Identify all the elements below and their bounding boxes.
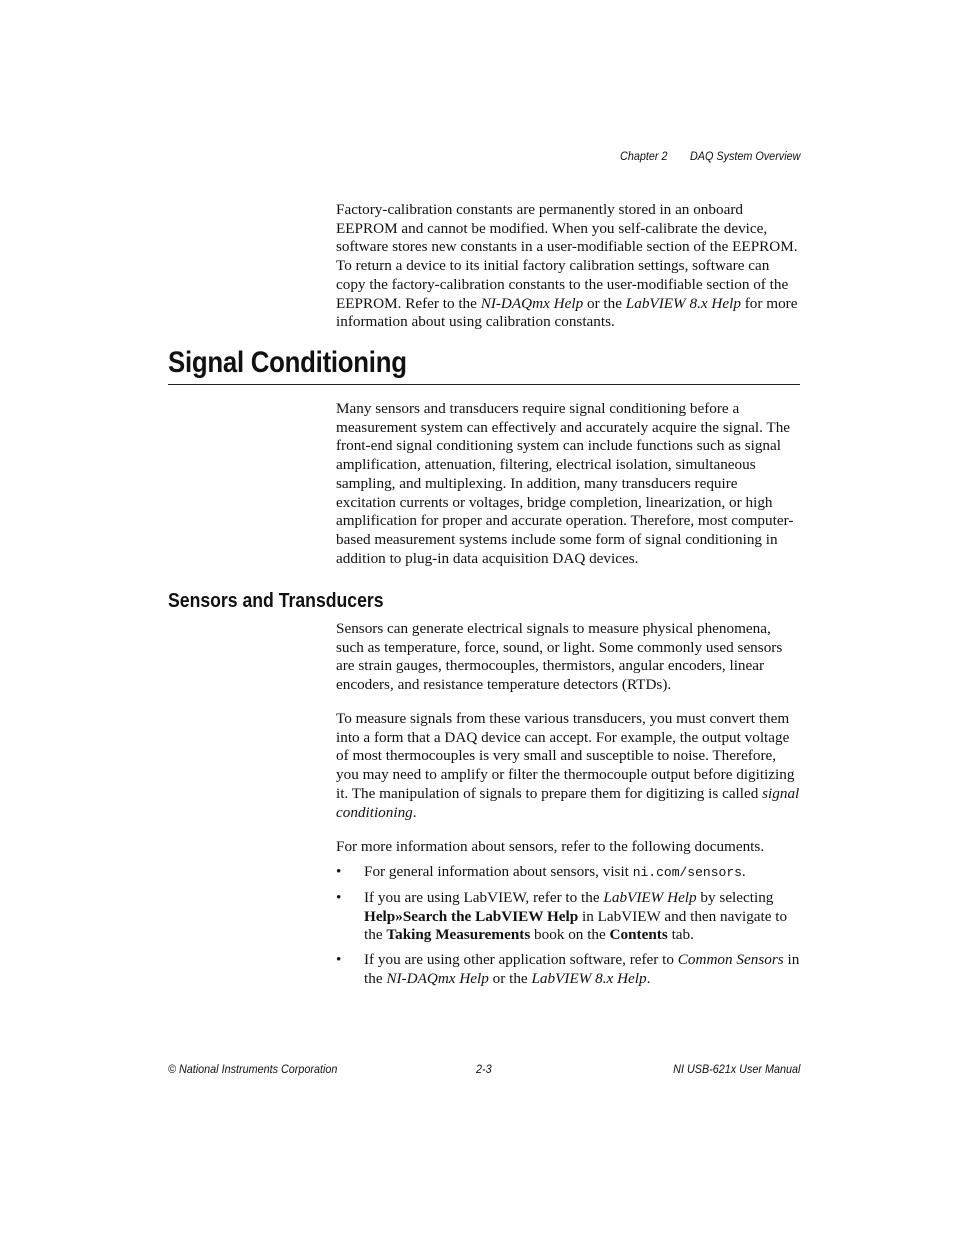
- footer-manual-title: NI USB-621x User Manual: [672, 1062, 800, 1076]
- heading-text: Signal Conditioning: [168, 346, 407, 379]
- bullet-icon: •: [336, 889, 342, 906]
- doc-reference: LabVIEW 8.x Help: [625, 294, 741, 312]
- heading-text: Sensors and Transducers: [168, 589, 384, 612]
- doc-reference: NI-DAQmx Help: [480, 294, 584, 312]
- doc-reference: LabVIEW Help: [603, 889, 697, 906]
- bullet-icon: •: [336, 951, 342, 969]
- menu-path: Help»Search the LabVIEW Help: [364, 907, 579, 925]
- signal-conditioning-paragraph: [336, 400, 800, 568]
- text-run: or the: [488, 970, 532, 988]
- calibration-paragraph: [336, 201, 800, 332]
- header-chapter: Chapter 2: [619, 149, 668, 163]
- text-run: For general information about sensors, visit: [364, 863, 633, 880]
- text-run: tab.: [667, 926, 694, 944]
- sensors-paragraph-3: [336, 838, 800, 857]
- running-header: [620, 149, 800, 163]
- text-run: or the: [583, 294, 626, 312]
- text-run: in LabVIEW and then navigate to the: [364, 907, 788, 944]
- list-item: [336, 889, 800, 945]
- footer-copyright: © National Instruments Corporation: [168, 1062, 338, 1076]
- text-run: .: [412, 803, 417, 821]
- header-section: DAQ System Overview: [689, 149, 800, 163]
- doc-reference: NI-DAQmx Help: [386, 970, 489, 988]
- sensors-paragraph-1: [336, 620, 800, 695]
- sensors-link[interactable]: ni.com/sensors: [632, 865, 742, 880]
- text-run: If you are using other application software, refer to: [364, 951, 678, 969]
- text-run: for more information about using calibration constants.: [336, 294, 798, 331]
- text-run: in the: [364, 951, 800, 988]
- text-run: .: [646, 970, 651, 988]
- term: signal conditioning: [336, 784, 800, 821]
- subsection-heading-sensors: [168, 589, 419, 613]
- text-run: To measure signals from these various transducers, you must convert them into a form that a DAQ device can accept. For example, the output voltage of most thermocouples is very small and susceptible to noise. Therefore, you may need to amplify or filter the thermocouple output before digitizing it. The manipulation of signals to prepare them for digitizing is called: [336, 710, 795, 802]
- text-run: by selecting: [696, 889, 774, 906]
- list-item: [336, 951, 800, 988]
- bullet-icon: •: [336, 863, 342, 880]
- text-run: .: [741, 863, 746, 880]
- topic-reference: Common Sensors: [677, 951, 784, 969]
- paragraph-text: Sensors can generate electrical signals to measure physical phenomena, such as temperature, force, sound, or light. Some commonly used sensors are strain gauges, thermocouples, thermistors, angular encoders, linear encoders, and resistance temperature detectors (RTDs).: [336, 620, 783, 694]
- book-name: Taking Measurements: [386, 926, 531, 944]
- paragraph-text: Many sensors and transducers require signal conditioning before a measurement system can effectively and accurately acquire the signal. The front-end signal conditioning system can include functions such as signal amplification, attenuation, filtering, electrical isolation, simultaneous sampling, and multiplexing. In addition, many transducers require excitation currents or voltages, bridge completion, linearization, or high amplification for proper and accurate operation. Therefore, most computer-based measurement systems include some form of signal conditioning in addition to plug-in data acquisition DAQ devices.: [336, 400, 794, 567]
- text-run: If you are using LabVIEW, refer to the: [364, 889, 604, 906]
- text-run: book on the: [530, 926, 610, 944]
- section-heading-signal-conditioning: [168, 345, 800, 385]
- doc-reference: LabVIEW 8.x Help: [531, 970, 647, 988]
- reference-list: [336, 863, 800, 995]
- sensors-paragraph-2: [336, 710, 800, 822]
- tab-name: Contents: [609, 926, 668, 944]
- text-run: Factory-calibration constants are permanently stored in an onboard EEPROM and cannot be modified. When you self-calibrate the device, software stores new constants in a user-modifiable section of the EEPROM. To return a device to its initial factory calibration settings, software can copy the factory-calibration constants to the user-modifiable section of the EEPROM. Refer to the: [336, 201, 798, 312]
- paragraph-text: For more information about sensors, refer to the following documents.: [336, 838, 765, 855]
- list-item: [336, 863, 800, 883]
- page-number: 2-3: [476, 1062, 492, 1076]
